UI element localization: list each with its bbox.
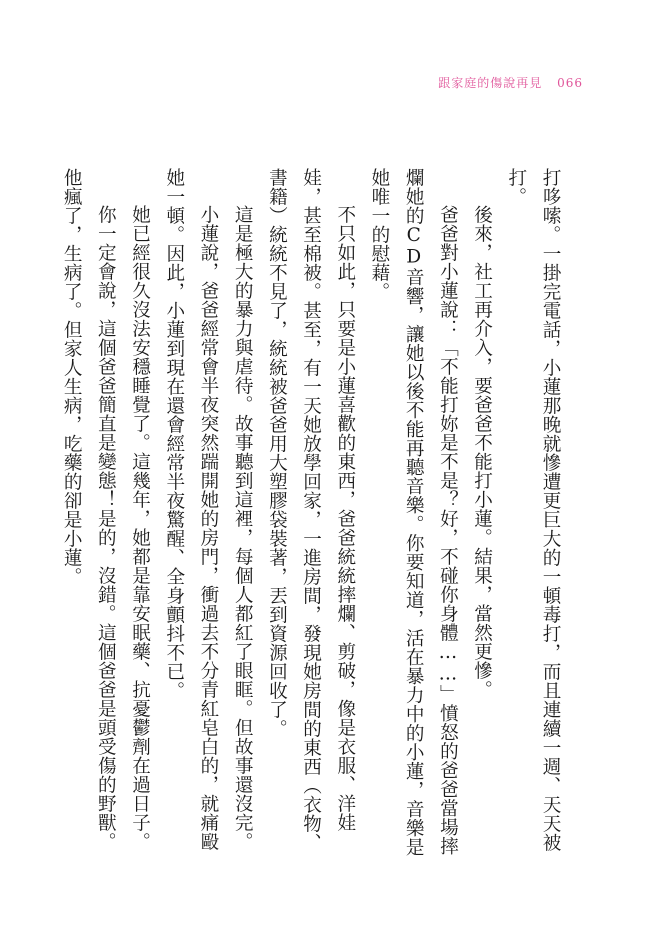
body-text — [54, 168, 567, 858]
paragraph: 後來，社工再介入，要爸爸不能打小蓮。結果，當然更慘。 — [471, 205, 493, 700]
paragraph: 打哆嗦。一掛完電話，小蓮那晚就慘遭更巨大的一頓毒打，而且連續一週、天天被打。 — [505, 168, 561, 852]
running-header — [438, 74, 583, 91]
paragraph: 爸爸對小蓮說：「不能打妳是不是？好，不碰你身體……」憤怒的爸爸當場摔爛她的CD音響，讓她以後不能再聽音樂。你要知道，活在暴力中的小蓮，音樂是她唯一的慰藉。 — [368, 168, 459, 857]
paragraph: 你一定會說，這個爸爸簡直是變態！是的，沒錯。這個爸爸是頭受傷的野獸。他瘋了，生病了。但家人生病，吃藥的卻是小蓮。 — [61, 168, 117, 852]
page-number: 066 — [557, 76, 583, 90]
book-title: 跟家庭的傷說再見 — [438, 76, 543, 90]
paragraph: 不只如此，只要是小蓮喜歡的東西，爸爸統統摔爛、剪破，像是衣服、洋娃娃，甚至棉被。甚至，有一天她放學回家，一進房間，發現她房間的東西（衣物、書籍）統統不見了，統統被爸爸用大塑膠袋裝著，丟到資源回收了。 — [266, 168, 356, 852]
paragraph: 她已經很久沒法安穩睡覺了。這幾年，她都是靠安眠藥、抗憂鬱劑在過日子。 — [129, 205, 151, 852]
paragraph: 小蓮說，爸爸經常會半夜突然踹開她的房門，衝過去不分青紅皂白的，就痛毆她一頓。因此，小蓮到現在還會經常半夜驚醒、全身顫抖不已。 — [163, 168, 219, 852]
paragraph: 這是極大的暴力與虐待。故事聽到這裡，每個人都紅了眼眶。但故事還沒完。 — [232, 205, 254, 852]
